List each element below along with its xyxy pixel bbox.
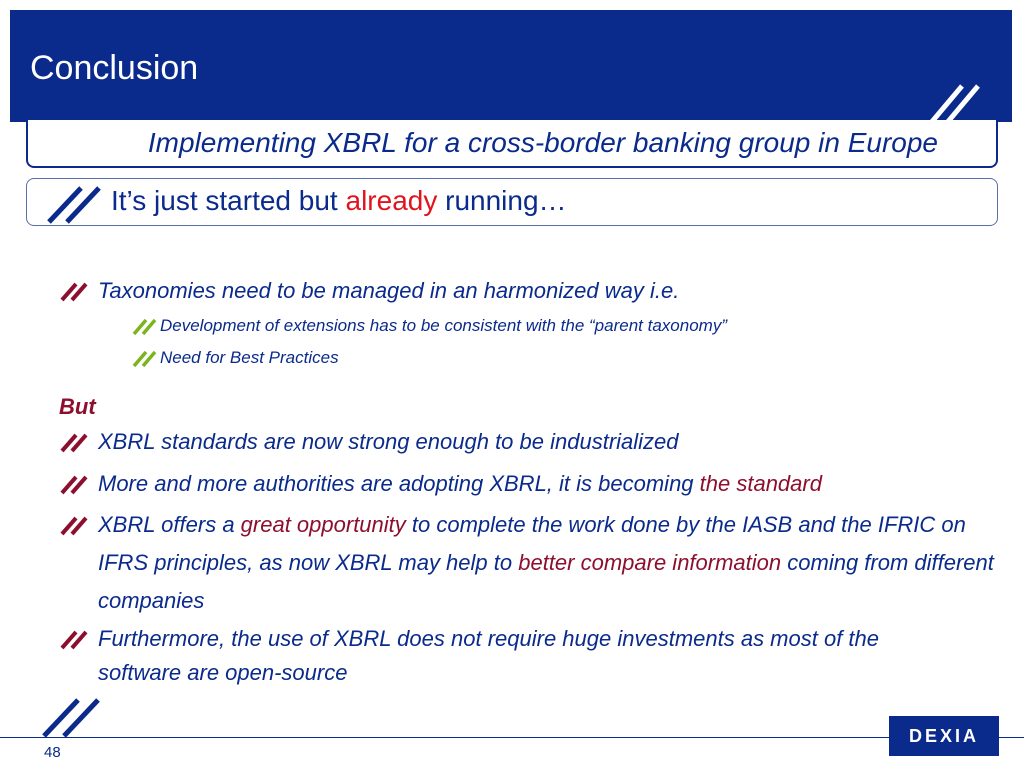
- slide-title: Conclusion: [30, 49, 199, 87]
- green-slash-bullet-icon: [132, 346, 160, 370]
- maroon-slash-bullet-icon: [60, 506, 94, 544]
- bullet-taxonomies-text: Taxonomies need to be managed in an harmonized way i.e.: [98, 278, 680, 303]
- section-text-after: running…: [437, 185, 567, 216]
- sub-bullet-extensions-text: Development of extensions has to be consistent with the “parent taxonomy”: [160, 316, 727, 335]
- bullet-furthermore: [60, 622, 960, 690]
- sub-bullet-extensions: [132, 314, 727, 338]
- green-slash-bullet-icon: [132, 314, 160, 338]
- section-text-highlight: already: [345, 185, 438, 216]
- subtitle-box: [26, 120, 998, 168]
- bullet-authorities: [60, 465, 980, 503]
- but-label: But: [59, 394, 96, 419]
- bullet-standards: [60, 423, 980, 461]
- maroon-slash-bullet-icon: [60, 465, 94, 503]
- section-heading: [111, 183, 567, 219]
- bullet-opportunity-text-1: XBRL offers a: [98, 512, 241, 537]
- bullet-opportunity-highlight-1: great opportunity: [240, 512, 406, 537]
- dexia-logo: DEXIA: [889, 716, 999, 756]
- maroon-slash-bullet-icon: [60, 423, 94, 461]
- double-slash-icon: [40, 698, 112, 738]
- section-heading-box: [26, 178, 998, 226]
- maroon-slash-bullet-icon: [60, 272, 94, 310]
- bullet-taxonomies: [60, 272, 960, 310]
- bullet-opportunity-text-2: to complete the work done by the IASB and the IFRIC on IFRS principles, as now XBRL may help to: [98, 512, 966, 575]
- bullet-authorities-highlight: the standard: [699, 471, 822, 496]
- bullet-opportunity-highlight-2: better compare information: [518, 550, 782, 575]
- slide-subtitle: Implementing XBRL for a cross-border banking group in Europe: [147, 127, 938, 158]
- page-number: 48: [44, 744, 61, 761]
- footer-divider: [0, 737, 1024, 738]
- title-bar: [10, 10, 1012, 122]
- bullet-opportunity: [60, 506, 998, 620]
- bullet-authorities-text-main: More and more authorities are adopting XBRL, it is becoming: [98, 471, 700, 496]
- sub-bullet-best-practices: [132, 346, 339, 370]
- bullet-opportunity-text-3: coming from different companies: [98, 550, 994, 613]
- section-text-before: It’s just started but: [111, 185, 346, 216]
- bullet-furthermore-text: Furthermore, the use of XBRL does not require huge investments as most of the software are open-source: [98, 626, 880, 685]
- bullet-opportunity-text: [98, 506, 998, 620]
- double-slash-icon: [45, 184, 109, 224]
- bullet-authorities-text: [98, 465, 980, 503]
- maroon-slash-bullet-icon: [60, 622, 94, 656]
- bullet-standards-text: XBRL standards are now strong enough to be industrialized: [98, 429, 679, 454]
- sub-bullet-best-practices-text: Need for Best Practices: [160, 348, 339, 367]
